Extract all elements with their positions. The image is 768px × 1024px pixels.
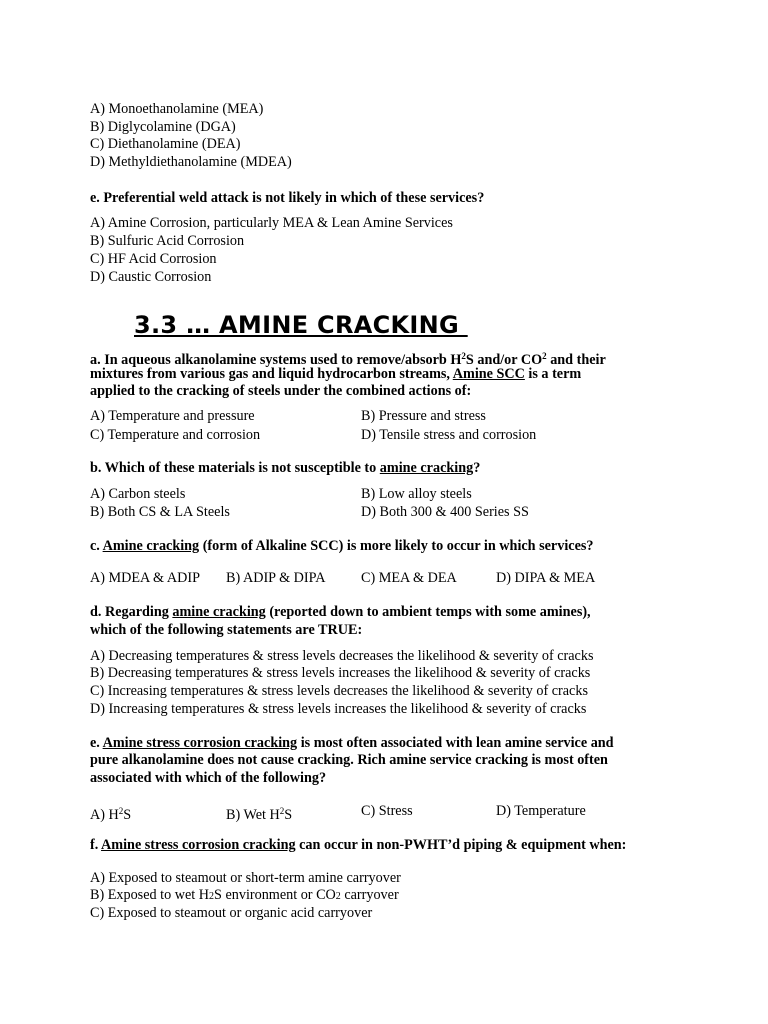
option-d: D) Caustic Corrosion	[90, 269, 212, 285]
option-b: B) Wet $H^2S$	[226, 806, 293, 823]
term-amine-scc: Amine stress corrosion cracking	[102, 735, 298, 751]
option-a: A) Exposed to steamout or short-term amine carryover	[90, 870, 401, 886]
option-d: D) Increasing temperatures & stress levels increases the likelihood & severity of cracks	[90, 701, 587, 717]
option-d: D) Temperature	[496, 803, 586, 819]
option-d: D) Methyldiethanolamine (MDEA)	[90, 154, 292, 170]
section-heading: 3.3 … AMINE CRACKING	[134, 311, 468, 339]
option-c: B) Both CS & LA Steels	[90, 504, 230, 520]
option-a: A) Monoethanolamine (MEA)	[90, 101, 264, 117]
option-c: C) Increasing temperatures & stress levels decreases the likelihood & severity of cracks	[90, 683, 588, 699]
question-a-line-2: mixtures from various gas and liquid hydrocarbon streams, Amine SCC is a term	[90, 366, 582, 382]
option-a: A) MDEA & ADIP	[90, 570, 200, 586]
option-a: A) Carbon steels	[90, 486, 186, 502]
option-c: C) HF Acid Corrosion	[90, 251, 217, 267]
question-e-weld-attack: e. Preferential weld attack is not likely in which of these services?	[90, 190, 485, 206]
question-d-line-2: which of the following statements are TRUE:	[90, 622, 363, 638]
question-a-line-3: applied to the cracking of steels under the combined actions of:	[90, 383, 472, 399]
option-a: A) Amine Corrosion, particularly MEA & Lean Amine Services	[90, 215, 453, 231]
option-d: D) DIPA & MEA	[496, 570, 596, 586]
option-a: A) Decreasing temperatures & stress levels decreases the likelihood & severity of cracks	[90, 648, 594, 664]
option-b: B) Low alloy steels	[361, 486, 472, 502]
option-a: A) $H^2S$	[90, 806, 132, 823]
option-b: B) Sulfuric Acid Corrosion	[90, 233, 245, 249]
term-amine-scc: Amine SCC	[452, 366, 525, 382]
option-a: A) Temperature and pressure	[90, 408, 255, 424]
term-amine-cracking: amine cracking	[379, 460, 474, 476]
question-e-line-1: e. Amine stress corrosion cracking is most often associated with lean amine service and	[90, 735, 614, 751]
question-a-line-1: a. In aqueous alkanolamine systems used to remove/absorb $H^2S$ and/or $CO^2$ and their	[90, 351, 606, 368]
option-b: B) Diglycolamine (DGA)	[90, 119, 236, 135]
option-b: B) ADIP & DIPA	[226, 570, 326, 586]
option-c: C) MEA & DEA	[361, 570, 457, 586]
option-b: B) Pressure and stress	[361, 408, 486, 424]
option-c: C) Exposed to steamout or organic acid carryover	[90, 905, 373, 921]
question-b: b. Which of these materials is not susceptible to amine cracking?	[90, 460, 481, 476]
question-e-line-2: pure alkanolamine does not cause cracking. Rich amine service cracking is most often	[90, 752, 608, 768]
option-b: B) Exposed to wet H2S environment or CO2 carryover	[90, 887, 399, 903]
option-c: C) Temperature and corrosion	[90, 427, 261, 443]
term-amine-cracking: Amine cracking	[102, 538, 200, 554]
option-d: D) Tensile stress and corrosion	[361, 427, 537, 443]
question-d-line-1: d. Regarding amine cracking (reported down to ambient temps with some amines),	[90, 604, 591, 620]
question-f: f. Amine stress corrosion cracking can occur in non-PWHT’d piping & equipment when:	[90, 837, 627, 853]
question-e-line-3: associated with which of the following?	[90, 770, 327, 786]
term-amine-scc: Amine stress corrosion cracking	[101, 837, 296, 853]
term-amine-cracking: amine cracking	[172, 604, 266, 620]
option-c: C) Diethanolamine (DEA)	[90, 136, 241, 152]
option-d: D) Both 300 & 400 Series SS	[361, 504, 529, 520]
option-b: B) Decreasing temperatures & stress levels increases the likelihood & severity of cracks	[90, 665, 591, 681]
question-c: c. Amine cracking (form of Alkaline SCC) is more likely to occur in which services?	[90, 538, 594, 554]
option-c: C) Stress	[361, 803, 413, 819]
